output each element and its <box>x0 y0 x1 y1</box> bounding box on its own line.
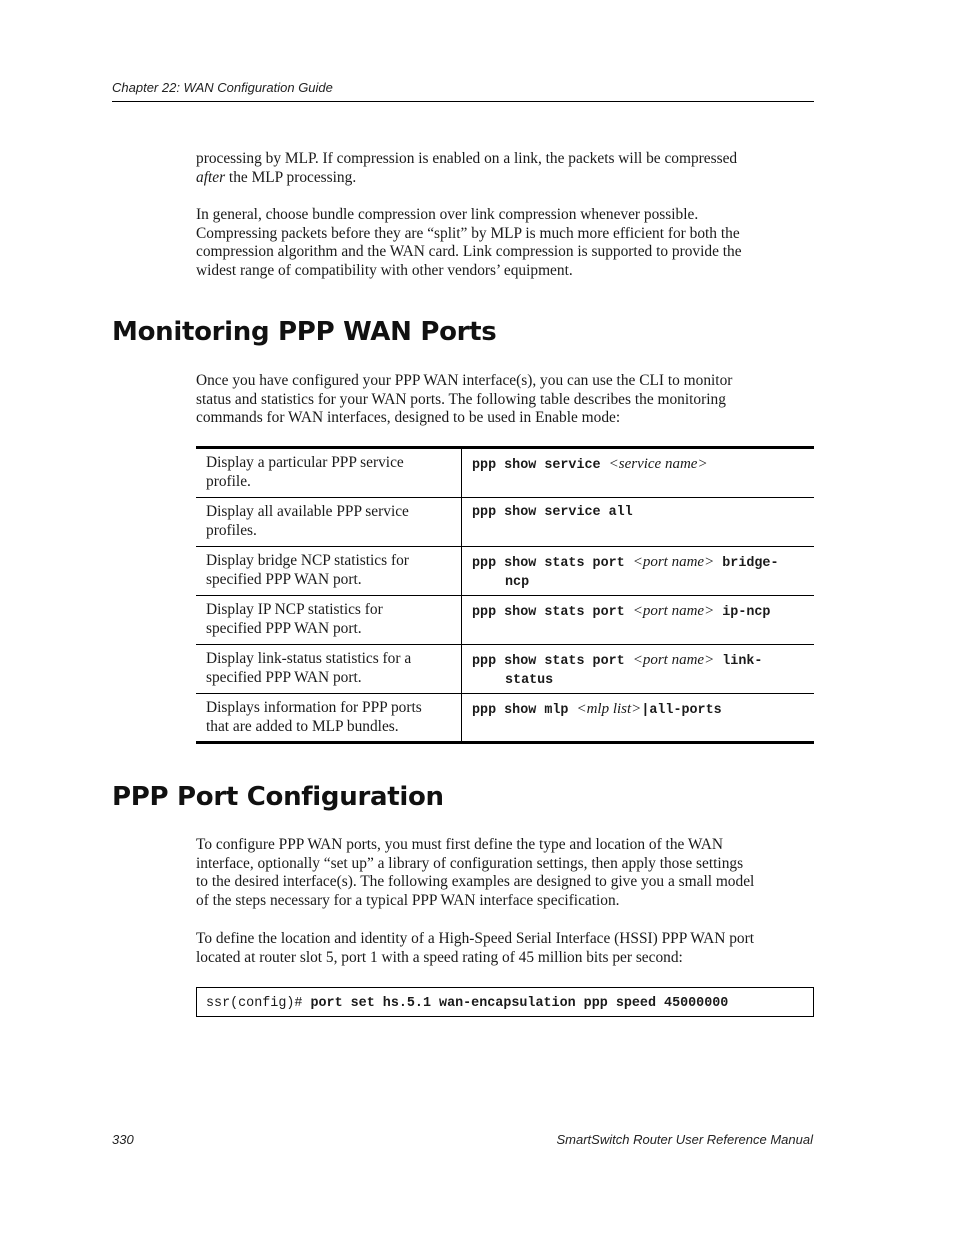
command-argument: <service name> <box>608 456 708 472</box>
command-description <box>196 449 462 497</box>
command-continuation: status <box>505 672 554 688</box>
cli-command: port set hs.5.1 wan-encapsulation ppp speed 45000000 <box>310 996 729 1011</box>
command-argument: <mlp list> <box>576 701 642 717</box>
command-text: ppp show service all <box>472 505 633 520</box>
intro-line: processing by MLP. If compression is enabled on a link, the packets will be compressed <box>196 150 738 167</box>
command-description <box>196 694 462 741</box>
command-text: ip-ncp <box>714 605 771 620</box>
port-config-paragraph-2 <box>196 930 816 967</box>
command-text: |all-ports <box>641 703 722 718</box>
command-argument: <port name> <box>632 554 715 570</box>
table-row <box>196 694 814 741</box>
description-line: profile. <box>206 472 251 490</box>
command-syntax <box>462 498 814 546</box>
body-line: located at router slot 5, port 1 with a speed rating of 45 million bits per second: <box>196 948 683 966</box>
description-line: Displays information for PPP ports <box>206 699 422 716</box>
body-line: interface, optionally “set up” a library of configuration settings, then apply those settings <box>196 854 744 872</box>
intro-paragraph-1 <box>196 150 816 187</box>
command-text: ppp show mlp <box>472 703 577 718</box>
command-continuation: ncp <box>505 574 530 590</box>
table-row <box>196 596 814 645</box>
command-text: bridge- <box>714 556 779 571</box>
body-line: status and statistics for your WAN ports. The following table describes the monitoring <box>196 390 726 408</box>
command-syntax <box>462 449 814 497</box>
running-header <box>112 79 814 102</box>
command-text: ppp show stats port <box>472 556 633 571</box>
command-text: ppp show stats port <box>472 654 633 669</box>
code-example <box>196 987 814 1017</box>
command-argument: <port name> <box>632 603 715 619</box>
emphasis-after: after <box>196 168 226 186</box>
command-text: ppp show service <box>472 458 609 473</box>
command-description <box>196 498 462 546</box>
body-line: to the desired interface(s). The following examples are designed to give you a small model <box>196 873 755 891</box>
table-row <box>196 547 814 596</box>
description-line: Display all available PPP service <box>206 503 409 520</box>
cli-prompt: ssr(config)# <box>206 996 311 1011</box>
body-line: To configure PPP WAN ports, you must first define the type and location of the WAN <box>196 836 723 853</box>
command-syntax <box>462 547 814 595</box>
description-line: that are added to MLP bundles. <box>206 717 399 735</box>
intro-text: the MLP processing. <box>225 168 357 186</box>
description-line: Display bridge NCP statistics for <box>206 552 409 569</box>
body-line: of the steps necessary for a typical PPP WAN interface specification. <box>196 891 620 909</box>
table-row <box>196 498 814 547</box>
table-row <box>196 645 814 694</box>
section-heading-monitoring: Monitoring PPP WAN Ports <box>112 317 497 347</box>
command-description <box>196 645 462 693</box>
body-line: To define the location and identity of a High-Speed Serial Interface (HSSI) PPP WAN port <box>196 930 754 947</box>
description-line: Display link-status statistics for a <box>206 650 412 667</box>
command-syntax <box>462 645 814 693</box>
description-line: specified PPP WAN port. <box>206 570 362 588</box>
intro-line <box>196 169 816 188</box>
body-line: commands for WAN interfaces, designed to be used in Enable mode: <box>196 409 621 427</box>
command-description <box>196 596 462 644</box>
body-line: Once you have configured your PPP WAN interface(s), you can use the CLI to monitor <box>196 372 733 389</box>
description-line: Display IP NCP statistics for <box>206 601 383 618</box>
monitoring-paragraph <box>196 372 816 428</box>
intro-paragraph-2 <box>196 206 816 280</box>
command-syntax <box>462 596 814 644</box>
command-description <box>196 547 462 595</box>
chapter-title: Chapter 22: WAN Configuration Guide <box>112 80 333 95</box>
description-line: profiles. <box>206 521 257 539</box>
port-config-paragraph-1 <box>196 836 816 910</box>
page-number: 330 <box>112 1132 134 1147</box>
intro-line: compression algorithm and the WAN card. Link compression is supported to provide the <box>196 243 742 261</box>
description-line: specified PPP WAN port. <box>206 619 362 637</box>
intro-line: In general, choose bundle compression over link compression whenever possible. <box>196 206 699 223</box>
description-line: specified PPP WAN port. <box>206 668 362 686</box>
intro-line: widest range of compatibility with other vendors’ equipment. <box>196 261 573 279</box>
command-text: ppp show stats port <box>472 605 633 620</box>
intro-line: Compressing packets before they are “split” by MLP is much more efficient for both the <box>196 224 740 242</box>
command-text: link- <box>714 654 763 669</box>
command-syntax <box>462 694 814 741</box>
description-line: Display a particular PPP service <box>206 454 404 471</box>
section-heading-port-config: PPP Port Configuration <box>112 782 444 812</box>
table-row <box>196 449 814 498</box>
monitoring-commands-table <box>196 446 814 744</box>
code-line <box>197 988 813 1011</box>
manual-title: SmartSwitch Router User Reference Manual <box>556 1132 813 1147</box>
command-argument: <port name> <box>632 652 715 668</box>
